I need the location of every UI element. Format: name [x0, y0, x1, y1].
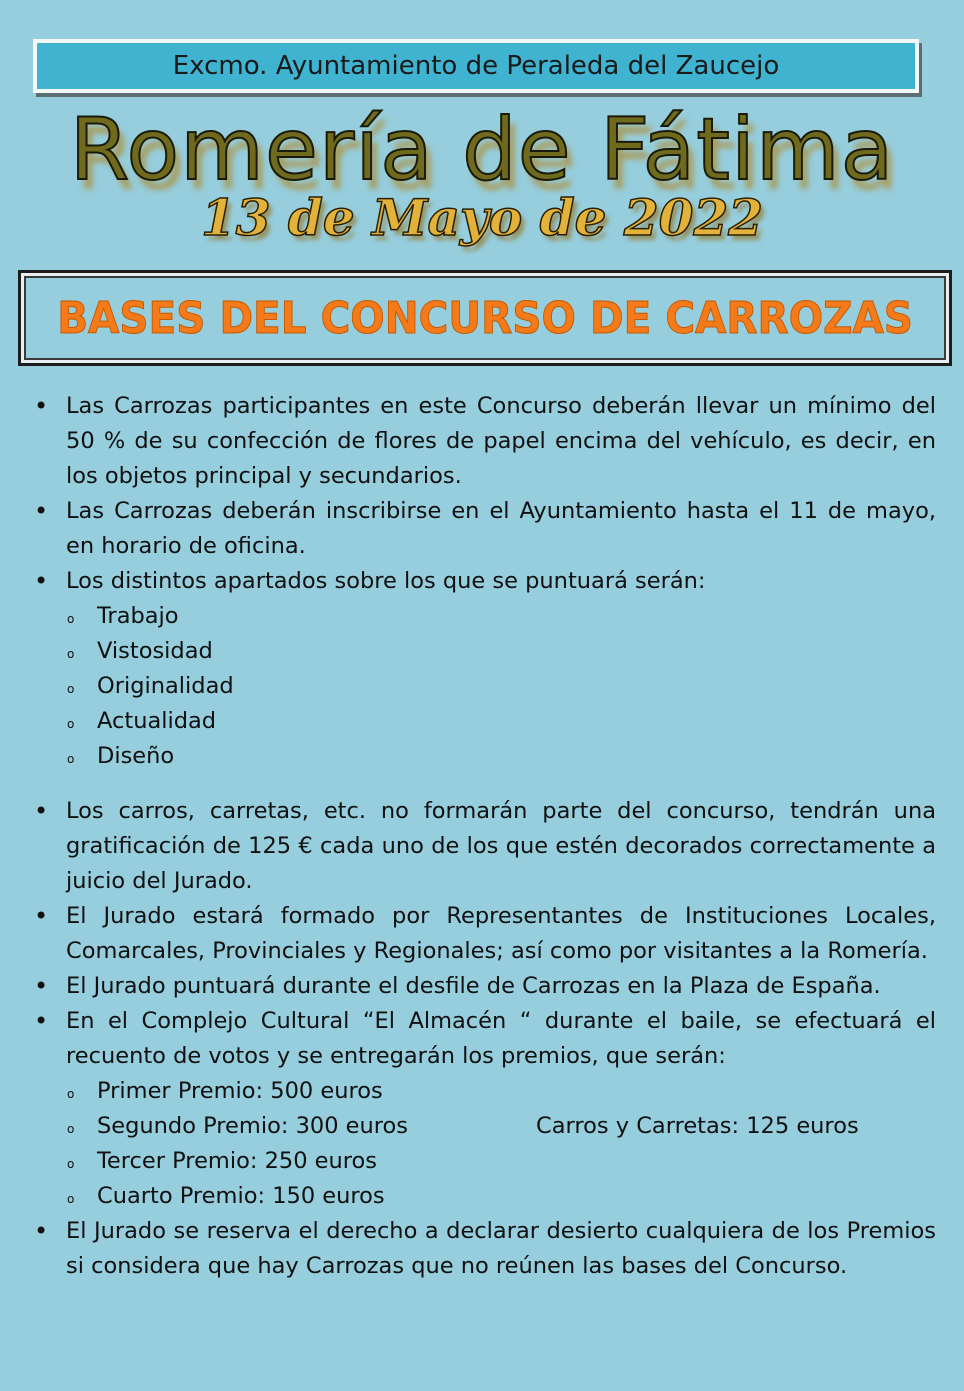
rule-jury: • El Jurado estará formado por Representantes de Instituciones Locales, Comarcales, Provinciales y Regionales; así como por visitantes a la Romería.	[30, 899, 936, 969]
list-item: o Tercer Premio: 250 euros	[66, 1144, 936, 1179]
second-prize: Segundo Premio: 300 euros	[97, 1113, 409, 1139]
rule-criteria-text: Los distintos apartados sobre los que se puntuará serán:	[66, 568, 706, 594]
prizes-list	[66, 1074, 936, 1214]
criteria-list	[66, 599, 936, 774]
list-item: o Originalidad	[66, 669, 936, 704]
section-heading: BASES DEL CONCURSO DE CARROZAS	[57, 292, 913, 344]
carts-prize: Carros y Carretas: 125 euros	[536, 1113, 859, 1139]
rule-deserted: • El Jurado se reserva el derecho a declarar desierto cualquiera de los Premios si considera que hay Carrozas que no reúnen las bases del Concurso.	[30, 1214, 936, 1284]
rules-list	[30, 389, 936, 1284]
rule-criteria	[30, 564, 936, 794]
list-item: o Cuarto Premio: 150 euros	[66, 1179, 936, 1214]
organization-name: Excmo. Ayuntamiento de Peraleda del Zaucejo	[172, 51, 780, 81]
list-item	[66, 1109, 936, 1144]
event-date: 13 de Mayo de 2022	[200, 188, 764, 247]
rule-carts: • Los carros, carretas, etc. no formarán parte del concurso, tendrán una gratificación de 125 € cada uno de los que estén decorados correctamente a juicio del Jurado.	[30, 794, 936, 899]
list-item: o Vistosidad	[66, 634, 936, 669]
list-item: o Actualidad	[66, 704, 936, 739]
list-item: o Primer Premio: 500 euros	[66, 1074, 936, 1109]
rule-prizes-text: En el Complejo Cultural “El Almacén “ durante el baile, se efectuará el recuento de votos y se entregarán los premios, que serán:	[66, 1008, 936, 1069]
rules-content	[30, 389, 936, 1284]
organization-banner	[33, 39, 919, 93]
spacer	[66, 774, 936, 794]
list-item: o Trabajo	[66, 599, 936, 634]
list-item: o Diseño	[66, 739, 936, 774]
rule-participation: • Las Carrozas participantes en este Concurso deberán llevar un mínimo del 50 % de su confección de flores de papel encima del vehículo, es decir, en los objetos principal y secundarios.	[30, 389, 936, 494]
section-heading-box	[18, 270, 952, 366]
rule-prizes	[30, 1004, 936, 1214]
rule-scoring: • El Jurado puntuará durante el desfile de Carrozas en la Plaza de España.	[30, 969, 936, 1004]
rule-registration: • Las Carrozas deberán inscribirse en el Ayuntamiento hasta el 11 de mayo, en horario de oficina.	[30, 494, 936, 564]
event-title: Romería de Fátima	[69, 100, 895, 200]
